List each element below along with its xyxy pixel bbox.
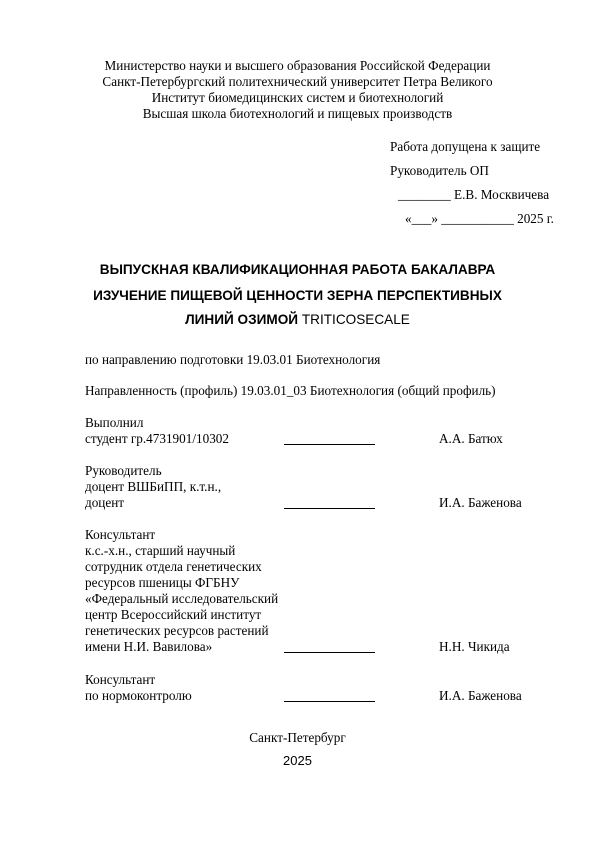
supervisor-signature-line: [284, 508, 375, 509]
university-line: Санкт-Петербургский политехнический университет Петра Великого: [102, 74, 493, 89]
supervisor-role: Руководитель ОП: [390, 163, 489, 178]
direction-text: по направлению подготовки 19.03.01 Биотехнология: [85, 352, 381, 367]
ministry-line: Министерство науки и высшего образования Российской Федерации: [104, 58, 491, 73]
thesis-type-line: ВЫПУСКНАЯ КВАЛИФИКАЦИОННАЯ РАБОТА БАКАЛАВРА: [99, 262, 496, 277]
consultant-name: Н.Н. Чикида: [439, 639, 510, 654]
supervisor-label: Руководитель: [85, 463, 162, 478]
thesis-topic-line-2: [0, 312, 595, 328]
school-line: Высшая школа биотехнологий и пищевых производств: [142, 106, 453, 121]
consultant-affiliation-2: ресурсов пшеницы ФГБНУ: [85, 575, 240, 590]
performer-name: А.А. Батюх: [439, 431, 503, 446]
normcontrol-signature-line: [284, 701, 375, 702]
consultant-affiliation-6: имени Н.И. Вавилова»: [85, 639, 213, 654]
normcontrol-label: Консультант: [85, 672, 156, 687]
performer-group: студент гр.4731901/10302: [85, 431, 229, 446]
consultant-affiliation-4: центр Всероссийский институт: [85, 607, 262, 622]
performer-signature-line: [284, 444, 375, 445]
consultant-label: Консультант: [85, 527, 156, 542]
institute-line: Институт биомедицинских систем и биотехнологий: [151, 90, 444, 105]
consultant-degree: к.с.-х.н., старший научный: [85, 543, 236, 558]
consultant-affiliation-3: «Федеральный исследовательский: [85, 591, 279, 606]
thesis-topic-bold: ЛИНИЙ ОЗИМОЙ: [185, 312, 302, 327]
supervisor-title: доцент: [85, 495, 125, 510]
consultant-affiliation-5: генетических ресурсов растений: [85, 623, 269, 638]
supervisor-name: И.А. Баженова: [439, 495, 522, 510]
thesis-topic-latin: TRITICOSECALE: [301, 312, 410, 327]
normcontrol-name: И.А. Баженова: [439, 688, 522, 703]
admitted-text: Работа допущена к защите: [390, 139, 541, 154]
consultant-signature-line: [284, 652, 375, 653]
footer-city: Санкт-Петербург: [249, 730, 346, 745]
footer-year: 2025: [283, 753, 312, 768]
consultant-affiliation-1: сотрудник отдела генетических: [85, 559, 262, 574]
thesis-topic-line-1: ИЗУЧЕНИЕ ПИЩЕВОЙ ЦЕННОСТИ ЗЕРНА ПЕРСПЕКТИВНЫХ: [93, 288, 502, 303]
approval-signature-line: ________ Е.В. Москвичева: [398, 187, 550, 202]
performer-label: Выполнил: [85, 415, 144, 430]
approval-date-line: «___» ___________ 2025 г.: [405, 211, 554, 226]
supervisor-position: доцент ВШБиПП, к.т.н.,: [85, 479, 222, 494]
normcontrol-role: по нормоконтролю: [85, 688, 192, 703]
profile-text: Направленность (профиль) 19.03.01_03 Биотехнология (общий профиль): [85, 383, 496, 398]
